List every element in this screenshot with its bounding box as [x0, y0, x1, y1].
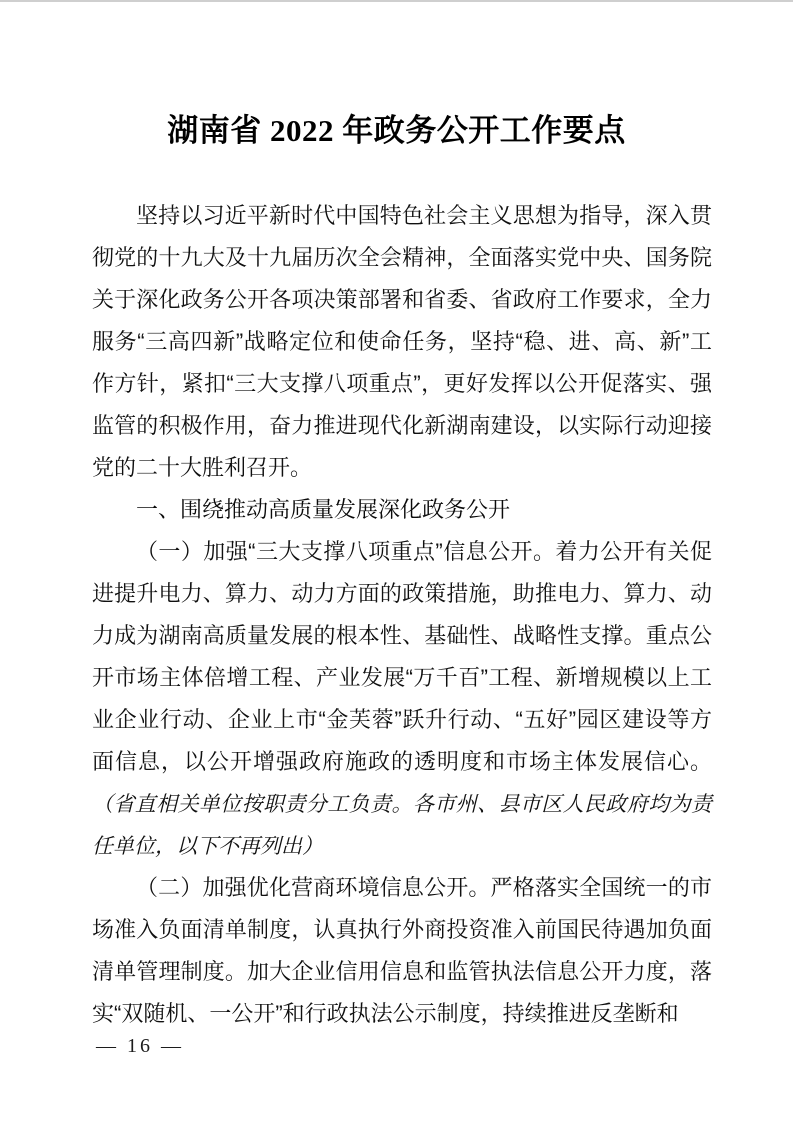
item-1-responsibility-note: （省直相关单位按职责分工负责。各市州、县市区人民政府均为责任单位，以下不再列出） [92, 792, 712, 858]
item-2-paragraph: （二）加强优化营商环境信息公开。严格落实全国统一的市场准入负面清单制度，认真执行外商投资准入前国民待遇加负面清单管理制度。加大企业信用信息和监管执法信息公开力度，落实“双随机、一公开”和行政执法公示制度，持续推进反垄断和 [92, 875, 712, 1026]
page-number: — 16 — [96, 1035, 184, 1057]
document-body [92, 195, 712, 1035]
item-1-text: （一）加强“三大支撑八项重点”信息公开。着力公开有关促进提升电力、算力、动力方面的政策措施，助推电力、算力、动力成为湖南高质量发展的根本性、基础性、战略性支撑。重点公开市场主体倍增工程、产业发展“万千百”工程、新增规模以上工业企业行动、企业上市“金芙蓉”跃升行动、“五好”园区建设等方面信息，以公开增强政府施政的透明度和市场主体发展信心。 [92, 539, 712, 774]
item-1-paragraph [92, 531, 712, 867]
scan-edge-line [0, 0, 793, 2]
section-1-heading: 一、围绕推动高质量发展深化政务公开 [136, 497, 511, 522]
page-footer [96, 1033, 184, 1059]
intro-paragraph: 坚持以习近平新时代中国特色社会主义思想为指导，深入贯彻党的十九大及十九届历次全会精神，全面落实党中央、国务院关于深化政务公开各项决策部署和省委、省政府工作要求，全力服务“三高四新”战略定位和使命任务，坚持“稳、进、高、新”工作方针，紧扣“三大支撑八项重点”，更好发挥以公开促落实、强监管的积极作用，奋力推进现代化新湖南建设，以实际行动迎接党的二十大胜利召开。 [92, 203, 712, 480]
document-title: 湖南省 2022 年政务公开工作要点 [167, 113, 626, 148]
